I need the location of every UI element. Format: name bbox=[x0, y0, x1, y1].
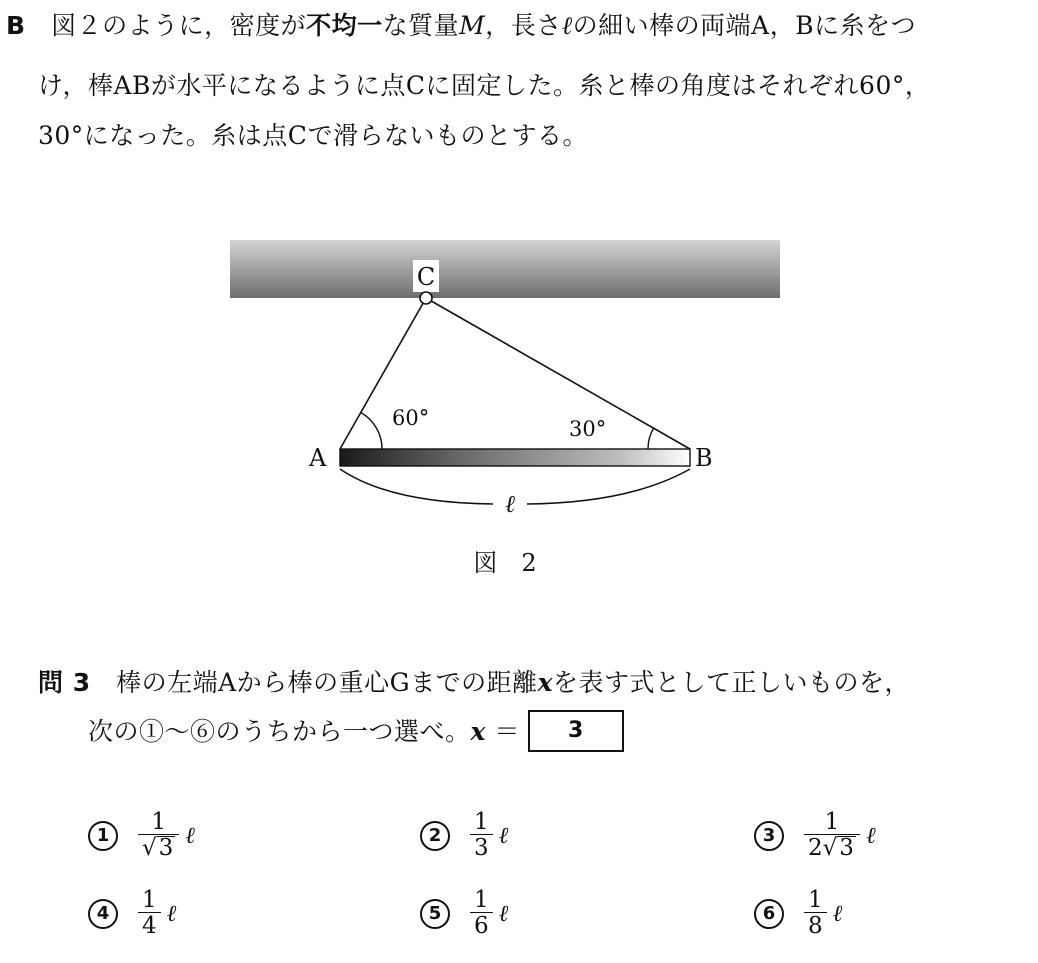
choice-ell: ℓ bbox=[185, 822, 195, 849]
choice-3[interactable] bbox=[754, 810, 876, 861]
choice-6[interactable] bbox=[754, 888, 842, 939]
choice-number: 1 bbox=[88, 821, 118, 851]
choice-number: 2 bbox=[420, 821, 450, 851]
question-line-1 bbox=[38, 663, 910, 699]
question-label: 問 3 bbox=[38, 668, 91, 697]
choice-number: 4 bbox=[88, 899, 118, 929]
question-line-2 bbox=[88, 712, 624, 755]
fraction-numerator: 1 bbox=[808, 887, 823, 913]
choice-number: 6 bbox=[754, 899, 784, 929]
choice-fraction bbox=[138, 810, 179, 861]
intro-text-b: な質量 bbox=[382, 11, 460, 40]
rod-ab bbox=[340, 449, 690, 466]
sqrt-radicand: 3 bbox=[158, 835, 174, 861]
choice-fraction bbox=[804, 888, 827, 939]
fraction-denominator: 2√3 bbox=[808, 835, 854, 861]
length-arc-left bbox=[340, 469, 493, 504]
answer-box[interactable]: 3 bbox=[528, 710, 624, 752]
mass-symbol: M bbox=[459, 11, 486, 40]
choice-fraction bbox=[138, 888, 161, 939]
fraction-numerator: 1 bbox=[824, 809, 840, 835]
intro-line-1 bbox=[6, 6, 916, 42]
angle-arc-a bbox=[361, 413, 382, 449]
x-symbol-2: x bbox=[470, 717, 486, 746]
fraction-numerator: 1 bbox=[151, 809, 166, 835]
fraction-denominator: 4 bbox=[142, 913, 157, 939]
point-c bbox=[420, 292, 432, 304]
choice-1[interactable] bbox=[88, 810, 195, 861]
question-text-a: 棒の左端Aから棒の重心Gまでの距離 bbox=[90, 668, 538, 697]
figure-2 bbox=[225, 236, 785, 582]
length-label: ℓ bbox=[505, 490, 515, 518]
sqrt-radicand: 3 bbox=[839, 835, 854, 861]
question-equals: ＝ bbox=[485, 717, 520, 746]
choice-number: 5 bbox=[420, 899, 450, 929]
x-symbol: x bbox=[537, 668, 554, 697]
choice-ell: ℓ bbox=[498, 822, 509, 849]
angle-label-b: 30° bbox=[569, 417, 607, 441]
fraction-numerator: 1 bbox=[142, 887, 157, 913]
figure-caption: 図 2 bbox=[473, 549, 537, 577]
fraction-denominator: 8 bbox=[808, 913, 823, 939]
intro-text-a: 図２のように，密度が bbox=[25, 11, 307, 40]
point-c-label: C bbox=[416, 263, 436, 291]
intro-text-d: の細い棒の両端A，Bに糸をつ bbox=[572, 11, 917, 40]
choice-ell: ℓ bbox=[166, 900, 177, 927]
length-symbol: ℓ bbox=[561, 11, 573, 40]
choice-2[interactable] bbox=[420, 810, 508, 861]
point-a-label: A bbox=[309, 444, 327, 472]
question-text-c: 次の①～⑥のうちから一つ選べ。 bbox=[88, 717, 471, 746]
string-cb bbox=[426, 298, 690, 449]
section-label: B bbox=[6, 11, 26, 40]
fraction-denominator: 3 bbox=[474, 835, 489, 861]
choice-fraction bbox=[470, 810, 493, 861]
choice-ell: ℓ bbox=[498, 900, 509, 927]
choice-ell: ℓ bbox=[865, 822, 876, 849]
angle-arc-b bbox=[648, 428, 654, 449]
fraction-denominator: √3 bbox=[142, 835, 174, 861]
intro-line-3: 30°になった。糸は点Cで滑らないものとする。 bbox=[38, 121, 588, 150]
ceiling bbox=[230, 240, 780, 298]
choice-number: 3 bbox=[754, 821, 784, 851]
choice-4[interactable] bbox=[88, 888, 176, 939]
intro-emphasis: 不均一 bbox=[306, 11, 383, 40]
intro-line-2: け，棒ABが水平になるように点Cに固定した。糸と棒の角度はそれぞれ60°， bbox=[38, 71, 931, 100]
angle-label-a: 60° bbox=[392, 406, 430, 430]
choice-fraction bbox=[470, 888, 493, 939]
question-text-b: を表す式として正しいものを， bbox=[553, 668, 911, 697]
fraction-numerator: 1 bbox=[474, 887, 489, 913]
length-arc-right bbox=[527, 469, 690, 504]
choice-5[interactable] bbox=[420, 888, 508, 939]
denominator-prefix: 2 bbox=[808, 835, 823, 861]
choice-ell: ℓ bbox=[832, 900, 843, 927]
fraction-numerator: 1 bbox=[474, 809, 489, 835]
intro-text-c: ，長さ bbox=[485, 11, 562, 40]
fraction-denominator: 6 bbox=[474, 913, 489, 939]
point-b-label: B bbox=[695, 444, 713, 472]
choice-fraction bbox=[804, 810, 860, 861]
